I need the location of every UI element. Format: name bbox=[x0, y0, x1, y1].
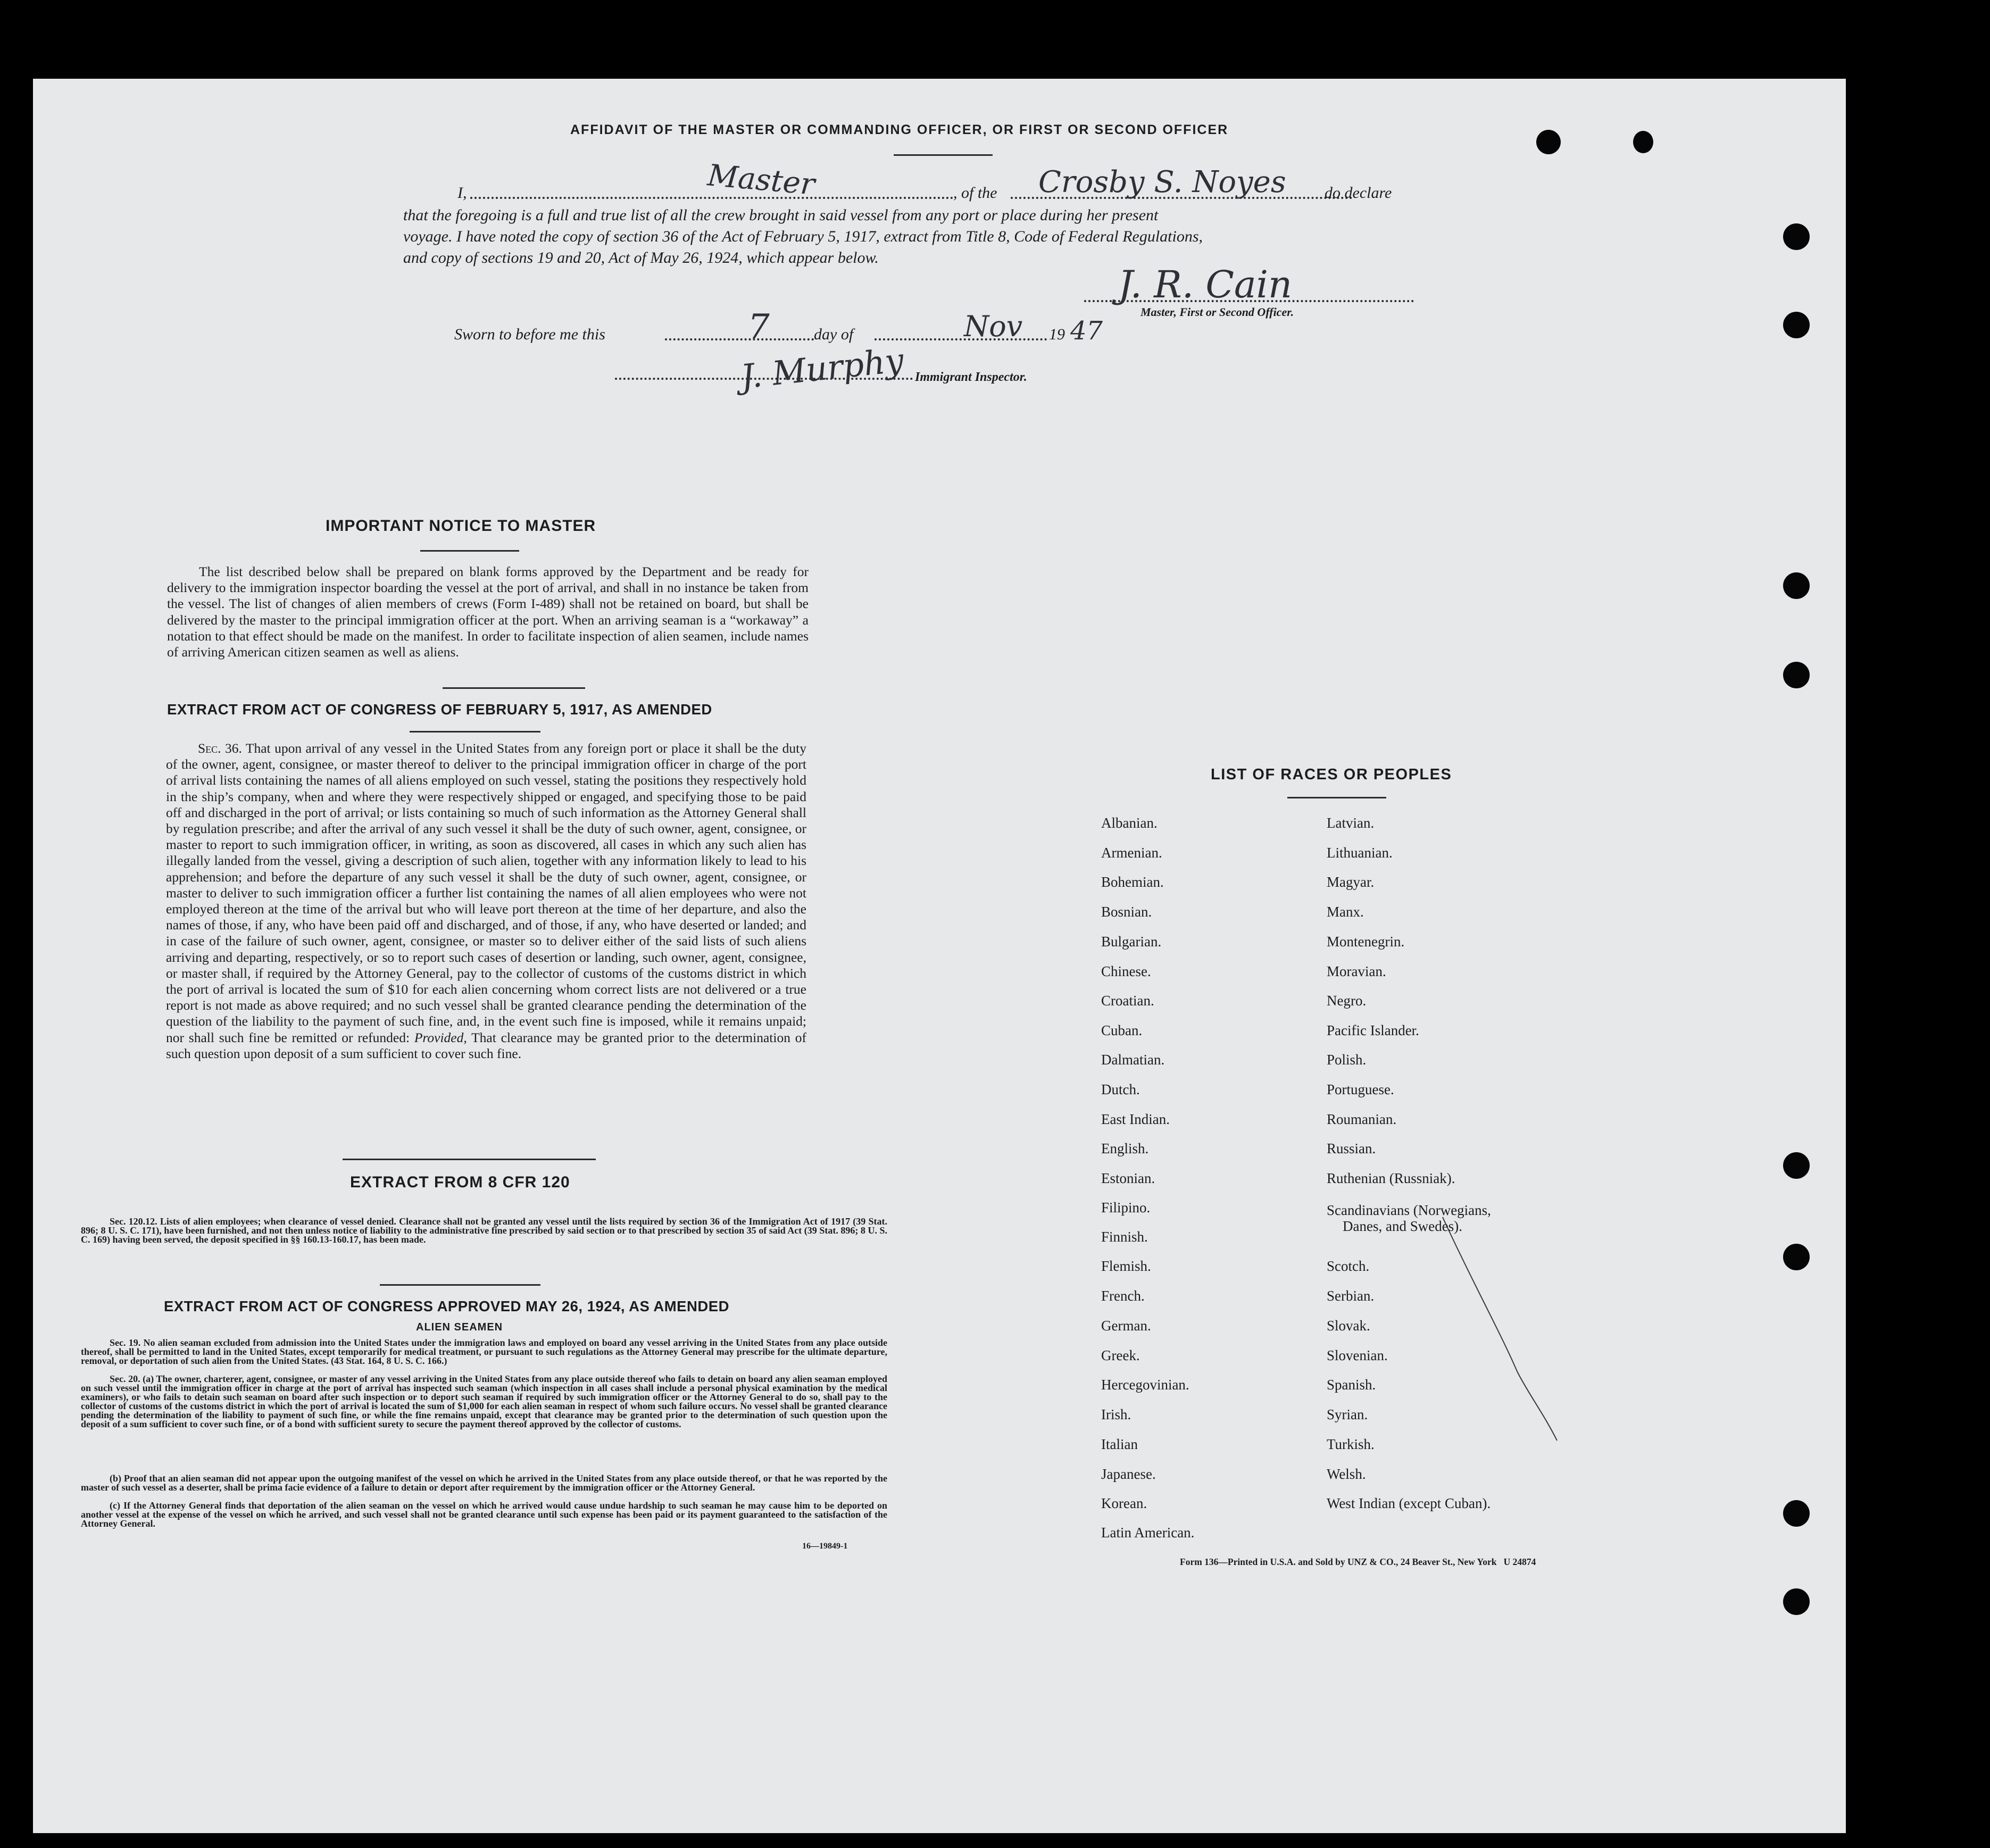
race-item: Cuban. bbox=[1101, 1022, 1143, 1038]
race-item: Pacific Islander. bbox=[1327, 1022, 1419, 1038]
sec-20a-body: Sec. 20. (a) The owner, charterer, agent, consignee, or master of any vessel arriving in the United States from any place outside thereof who fails to detain on board any alien seaman employed on such vessel until the immigration officer in charge at the port of arrival has inspected such seaman (which inspection in all cases shall include a personal physical examination by the medical examiners), or who fails to detain such seaman on board after such inspection or to deport such seaman if required by such immigration officer or the Attorney General to do so, shall pay to the collector of customs of the customs district in which the port of arrival is located the sum of $1,000 for each alien seaman in respect of whom such failure occurs. No vessel shall be granted clearance pending the determination of the liability to payment of such fine, or while the fine remains unpaid, except that clearance may be granted prior to the determination of such question upon the deposit of a sum sufficient to cover such fine, or of a bond with sufficient surety to secure the payment thereof approved by the collector of customs. bbox=[81, 1373, 887, 1429]
race-item: Scotch. bbox=[1327, 1258, 1370, 1274]
year-handwriting: 47 bbox=[1070, 316, 1103, 346]
race-item: Estonian. bbox=[1101, 1170, 1155, 1186]
race-item: Lithuanian. bbox=[1327, 845, 1393, 861]
do-declare-label: do declare bbox=[1325, 184, 1392, 202]
vessel-handwriting: Crosby S. Noyes bbox=[1038, 165, 1286, 199]
punch-hole-7 bbox=[1783, 1500, 1810, 1527]
race-item: French. bbox=[1101, 1288, 1145, 1304]
race-item: Latin American. bbox=[1101, 1525, 1195, 1541]
race-item: Greek. bbox=[1101, 1347, 1140, 1363]
race-item: Syrian. bbox=[1327, 1406, 1368, 1422]
races-title: LIST OF RACES OR PEOPLES bbox=[1211, 766, 1452, 783]
sec-36-label: Sec. 36. bbox=[198, 740, 242, 756]
race-item: German. bbox=[1101, 1318, 1151, 1334]
race-item: West Indian (except Cuban). bbox=[1327, 1495, 1491, 1511]
race-item: Moravian. bbox=[1327, 963, 1386, 979]
notice-end-rule bbox=[443, 687, 585, 689]
race-item: Montenegrin. bbox=[1327, 934, 1405, 950]
race-item: Bulgarian. bbox=[1101, 934, 1162, 950]
extract-1917-body bbox=[166, 740, 806, 1062]
notice-title-rule bbox=[420, 550, 519, 552]
race-item: Armenian. bbox=[1101, 845, 1162, 861]
inspector-signature: J. Murphy bbox=[739, 340, 906, 396]
race-item: Albanian. bbox=[1101, 815, 1158, 831]
race-item: Hercegovinian. bbox=[1101, 1377, 1189, 1393]
race-item: Bosnian. bbox=[1101, 904, 1152, 920]
sec-19-body: Sec. 19. No alien seaman excluded from admission into the United States under the immigration laws and employed on board any vessel arriving in the United States from any place outside thereof, shall be permitted to land in the United States, except temporarily for medical treatment, or pursuant to such regulations as the Attorney General may prescribe for the ultimate departure, removal, or deportation of such alien from the United States. (43 Stat. 164, 8 U. S. C. 166.) bbox=[81, 1337, 887, 1366]
sec-36-text: That upon arrival of any vessel in the United States from any foreign port or place it shall be the duty of the owner, agent, consignee, or master thereof to deliver to the principal immigration officer in charge of the port of arrival lists containing the names of all aliens employed on such vessel, stating the positions they respectively hold in the ship’s company, when and where they were respectively shipped or engaged, and specifying those to be paid off and discharged in the port of arrival; or lists containing so much of such information as the Attorney General shall by regulation prescribe; and after the arrival of any such vessel it shall be the duty of such owner, agent, consignee, or master to report to such immigration officer, in writing, as soon as discovered, all cases in which any such alien has illegally landed from the vessel, giving a description of such alien, together with any information likely to lead to his apprehension; and before the departure of any such vessel it shall be the duty of such owner, agent, consignee, or master to deliver to such immigration officer a further list containing the names of all alien employees who were not employed thereon at the time of the arrival but who will leave port thereon at the time of her departure, and also the names of those, if any, who have been paid off and discharged, and of those, if any, who have deserted or landed; and in case of the failure of such owner, agent, consignee, or master so to deliver either of the said lists of such aliens arriving and departing, respectively, or so to report such cases of desertion or landing, such owner, agent, consignee, or master shall, if required by the Attorney General, pay to the collector of customs of the customs district in which the port of arrival is located the sum of $10 for each alien concerning whom correct lists are not delivered or a true report is not made as above required; and no such vessel shall be granted clearance pending the determination of the question of the liability to the payment of such fine, and, in the event such fine is imposed, while it remains unpaid; nor shall such fine be remitted or refunded: bbox=[166, 740, 806, 1045]
race-item: Polish. bbox=[1327, 1052, 1367, 1068]
extract-1924-title: EXTRACT FROM ACT OF CONGRESS APPROVED MAY 26, 1924, AS AMENDED bbox=[164, 1298, 729, 1314]
race-item: Ruthenian (Russniak). bbox=[1327, 1170, 1455, 1186]
punch-hole-5 bbox=[1783, 1152, 1810, 1179]
race-item: Irish. bbox=[1101, 1406, 1131, 1422]
day-field-line bbox=[665, 338, 814, 340]
punch-hole-top-1 bbox=[1536, 130, 1561, 154]
race-item: Manx. bbox=[1327, 904, 1364, 920]
affidavit-i-label: I, bbox=[457, 184, 467, 202]
sec-36-text-end: That clearance may be granted prior to the determination of such question upon deposit of a sum sufficient to cover such fine. bbox=[166, 1029, 806, 1061]
race-item: Korean. bbox=[1101, 1495, 1147, 1511]
extract-1917-end-rule bbox=[343, 1159, 596, 1160]
race-item: East Indian. bbox=[1101, 1111, 1170, 1127]
race-item: Dutch. bbox=[1101, 1081, 1140, 1097]
race-item: Danes, and Swedes). bbox=[1343, 1218, 1462, 1234]
signature-caption: Master, First or Second Officer. bbox=[1140, 305, 1294, 319]
sworn-label: Sworn to before me this bbox=[454, 326, 605, 343]
punch-hole-top-2 bbox=[1633, 131, 1653, 153]
pen-mark bbox=[1437, 1212, 1565, 1451]
affidavit-title-rule bbox=[894, 154, 993, 156]
printer-footer: Form 136—Printed in U.S.A. and Sold by UNZ & CO., 24 Beaver St., New York U 24874 bbox=[1180, 1556, 1536, 1567]
rank-field-line bbox=[470, 197, 953, 199]
race-item: Slovak. bbox=[1327, 1318, 1370, 1334]
form-code: 16—19849-1 bbox=[802, 1542, 848, 1551]
sec-20c-body: (c) If the Attorney General finds that deportation of the alien seaman on the vessel on which he arrived would cause undue hardship to such seaman he may cause him to be deported on another vessel at the expense of the vessel on which he arrived, and such vessel shall not be granted clearance until such expense has been paid or its payment guaranteed to the satisfaction of the Attorney General. bbox=[81, 1500, 887, 1529]
race-item: Filipino. bbox=[1101, 1200, 1151, 1216]
punch-hole-3 bbox=[1783, 572, 1810, 599]
race-item: Italian bbox=[1101, 1436, 1138, 1452]
race-item: Turkish. bbox=[1327, 1436, 1375, 1452]
document-page bbox=[33, 79, 1846, 1833]
inspector-caption: Immigrant Inspector. bbox=[915, 370, 1027, 384]
rank-handwriting: Master bbox=[706, 158, 817, 202]
race-item: Flemish. bbox=[1101, 1258, 1151, 1274]
extract-1917-title: EXTRACT FROM ACT OF CONGRESS OF FEBRUARY 5, 1917, AS AMENDED bbox=[167, 701, 712, 718]
race-item: Roumanian. bbox=[1327, 1111, 1397, 1127]
punch-hole-4 bbox=[1783, 662, 1810, 688]
race-item: Scandinavians (Norwegians, bbox=[1327, 1202, 1491, 1218]
race-item: Russian. bbox=[1327, 1141, 1376, 1156]
year-prefix: 19 bbox=[1049, 326, 1065, 343]
race-item: Magyar. bbox=[1327, 874, 1375, 890]
master-signature: J. R. Cain bbox=[1118, 263, 1293, 306]
race-item: Bohemian. bbox=[1101, 874, 1164, 890]
race-item: Spanish. bbox=[1327, 1377, 1376, 1393]
month-handwriting: Nov bbox=[964, 310, 1023, 343]
punch-hole-6 bbox=[1783, 1244, 1810, 1270]
notice-body: The list described below shall be prepared on blank forms approved by the Department and be ready for delivery to the immigration inspector boarding the vessel at the port of arrival, and shall in no instance be taken from the vessel. The list of changes of alien members of crews (Form I-489) shall not be retained on board, but shall be delivered by the master to the principal immigration officer at the port. When an arriving seaman is a “workaway” a notation to that effect should be made on the manifest. In order to facilitate inspection of alien seamen, include names of arriving American citizen seamen as well as aliens. bbox=[167, 564, 809, 660]
sec-20b-body: (b) Proof that an alien seaman did not appear upon the outgoing manifest of the vessel on which he arrived in the United States from any place outside thereof, or that he was reported by the master of such vessel as a deserter, shall be prima facie evidence of a failure to detain or deport after requirement by the immigration officer or the Attorney General. bbox=[81, 1473, 887, 1493]
cfr-body: Sec. 120.12. Lists of alien employees; when clearance of vessel denied. Clearance shall not be granted any vessel until the lists required by section 36 of the Immigration Act of 1917 (39 Stat. 896; 8 U. S. C. 171), have been furnished, and not then unless notice of liability to the administrative fine prescribed by said section or to that prescribed by section 35 of said Act (39 Stat. 896; 8 U. S. C. 169) having been served, the deposit specified in §§ 160.13-160.17, has been made. bbox=[81, 1216, 887, 1245]
punch-hole-8 bbox=[1783, 1588, 1810, 1615]
race-item: Chinese. bbox=[1101, 963, 1151, 979]
affidavit-line-4: and copy of sections 19 and 20, Act of May 26, 1924, which appear below. bbox=[403, 249, 879, 267]
cfr-title: EXTRACT FROM 8 CFR 120 bbox=[350, 1173, 570, 1191]
day-of-label: day of bbox=[814, 326, 854, 343]
affidavit-line-3: voyage. I have noted the copy of section 36 of the Act of February 5, 1917, extract from Title 8, Code of Federal Regulations, bbox=[403, 228, 1203, 245]
race-item: Negro. bbox=[1327, 993, 1367, 1009]
day-handwriting: 7 bbox=[748, 307, 770, 347]
races-title-rule bbox=[1287, 797, 1386, 798]
race-item: Dalmatian. bbox=[1101, 1052, 1165, 1068]
race-item: Latvian. bbox=[1327, 815, 1375, 831]
race-item: Slovenian. bbox=[1327, 1347, 1388, 1363]
notice-title: IMPORTANT NOTICE TO MASTER bbox=[326, 517, 596, 535]
affidavit-line-2: that the foregoing is a full and true list of all the crew brought in said vessel from any port or place during her present bbox=[403, 206, 1159, 224]
cfr-end-rule bbox=[380, 1284, 540, 1286]
extract-1917-rule bbox=[410, 731, 540, 732]
affidavit-title: AFFIDAVIT OF THE MASTER OR COMMANDING OFFICER, OR FIRST OR SECOND OFFICER bbox=[570, 122, 1229, 137]
punch-hole-1 bbox=[1783, 223, 1810, 250]
provided-word: Provided, bbox=[414, 1029, 467, 1045]
race-item: English. bbox=[1101, 1141, 1149, 1156]
race-item: Welsh. bbox=[1327, 1466, 1366, 1482]
alien-seamen-subtitle: ALIEN SEAMEN bbox=[416, 1321, 503, 1333]
of-the-label: , of the bbox=[953, 184, 997, 202]
punch-hole-2 bbox=[1783, 312, 1810, 338]
race-item: Portuguese. bbox=[1327, 1081, 1394, 1097]
race-item: Japanese. bbox=[1101, 1466, 1156, 1482]
race-item: Croatian. bbox=[1101, 993, 1154, 1009]
race-item: Serbian. bbox=[1327, 1288, 1375, 1304]
race-item: Finnish. bbox=[1101, 1229, 1148, 1245]
